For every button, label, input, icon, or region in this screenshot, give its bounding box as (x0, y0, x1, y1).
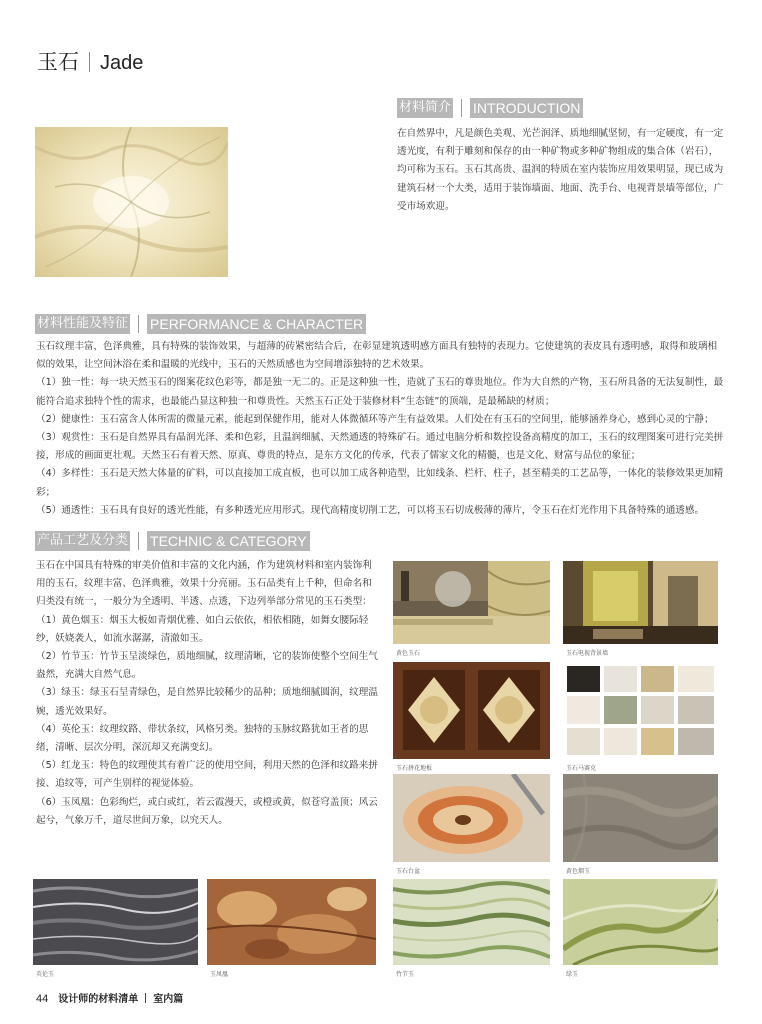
intro-heading (397, 98, 583, 118)
basin-photo (393, 774, 550, 862)
photo-caption: 玉石台盆 (396, 868, 421, 875)
intro-text (397, 125, 725, 216)
technic-paragraph: （2）竹节玉：竹节玉呈淡绿色，质地细腻，纹理清晰，它的装饰使整个空间生气盎然，充满大自然气息。 (36, 651, 378, 681)
parquet-photo (393, 662, 550, 759)
yellow-jade-photo (393, 561, 550, 644)
intro-heading-en: INTRODUCTION (470, 98, 583, 118)
performance-paragraph: （4）多样性：玉石是天然大体量的矿料，可以直接加工成直板，也可以加工成各种造型，比如线条、栏杆、柱子，甚至精美的工艺品等，一体化的装修效果更加精彩； (36, 468, 724, 498)
book-volume: 室内篇 (153, 994, 184, 1005)
technic-heading-zh: 产品工艺及分类 (35, 531, 130, 551)
bamboo-jade-swatch (393, 879, 550, 965)
page-title-en: Jade (100, 52, 144, 74)
book-title: 设计师的材料清单 (58, 994, 139, 1005)
mosaic-photo (563, 662, 718, 759)
performance-paragraph: （3）观赏性：玉石是自然界具有晶润光泽、柔和色彩，且温润细腻、天然通透的特殊矿石。通过电脑分析和数控设备高精度的加工，玉石的纹理图案可进行完美拼接，形成的画面更壮观。天然玉石有着天然、原真、尊贵的特点，是东方文化的传承，代表了儒家文化的精髓，也是文化、财富与品位的象征； (36, 432, 724, 462)
jade-slab-image (35, 127, 228, 277)
photo-caption: 黄色烟玉 (566, 868, 591, 875)
heading-divider (461, 99, 462, 117)
page-title-zh: 玉石 (37, 50, 79, 74)
intro-paragraph: 在自然界中，凡是颜色美观、光芒润泽、质地细腻坚韧，有一定硬度，有一定透光度，有利于雕刻和保存的由一种矿物或多种矿物组成的集合体（岩石），均可称为玉石。玉石其高贵、温润的特质在室内装饰应用效果明显，现已成为建筑石材一个大类，适用于装饰墙面、地面、洗手台、电视背景墙等部位，广受市场欢迎。 (397, 128, 724, 212)
photo-caption: 玉凤凰 (210, 971, 229, 978)
photo-caption: 绿玉 (566, 971, 579, 978)
heading-divider (138, 315, 139, 333)
performance-text (36, 338, 726, 520)
performance-paragraph: 玉石纹理丰富，色泽典雅，具有特殊的装饰效果，与超薄的砖紧密结合后，在彰显建筑透明感方面具有独特的表现力。它使建筑的表皮具有透明感，取得和玻璃相似的效果，让空间沐浴在柔和温暖的光线中，玉石的天然质感也为空间增添独特的艺术效果。 (36, 341, 718, 371)
technic-paragraph: 玉石在中国具有特殊的审美价值和丰富的文化内涵，作为建筑材料和室内装饰利用的玉石，纹理丰富、色泽典雅，效果十分亮丽。玉石品类有上千种，但命名和归类没有统一，一般分为全透明、半透、点透，下边列举部分常见的玉石类型： (36, 560, 372, 608)
page-title (37, 46, 143, 76)
smoke-jade-photo (563, 774, 718, 862)
technic-paragraph: （6）玉凤凰：色彩绚烂，或白或红，若云霞漫天，或橙或黄，似苍穹盖顶；风云起兮，气象万千，道尽世间万象，以究天人。 (36, 796, 378, 826)
photo-caption: 黄色玉石 (396, 650, 421, 657)
performance-paragraph: （5）通透性：玉石具有良好的透光性能，有多种透光应用形式。现代高精度切削工艺，可以将玉石切成极薄的薄片，令玉石在灯光作用下具备特殊的通透感。 (36, 504, 705, 516)
title-divider (89, 52, 90, 72)
intro-heading-zh: 材料简介 (397, 98, 453, 118)
footer-divider (145, 993, 146, 1003)
page-number: 44 (36, 993, 49, 1005)
phoenix-jade-swatch (207, 879, 376, 965)
british-jade-swatch (33, 879, 198, 965)
photo-caption: 玉石拼花地板 (396, 765, 433, 772)
green-jade-swatch (563, 879, 718, 965)
technic-paragraph: （5）红龙玉：特色的纹理使其有着广泛的使用空间，利用天然的色泽和纹路来拼接、追纹等，可产生别样的视觉体验。 (36, 760, 378, 790)
photo-caption: 竹节玉 (396, 971, 415, 978)
photo-caption: 玉石电视背景墙 (566, 650, 609, 657)
technic-text (36, 557, 380, 830)
technic-heading (35, 531, 310, 551)
performance-heading-zh: 材料性能及特征 (35, 314, 130, 334)
technic-paragraph: （1）黄色烟玉：烟玉大板如青烟优雅、如白云依依，相依相随，如舞女腰际轻纱，妖娆袭人，如流水潺潺，清澈如玉。 (36, 614, 369, 644)
performance-paragraph: （1）独一性：每一块天然玉石的图案花纹色彩等，都是独一无二的。正是这种独一性，造就了玉石的尊贵地位。作为大自然的产物，玉石所具备的无法复制性，最能符合追求独特个性的需求，也最能凸显这种独一和尊贵性。天然玉石正处于装修材料“生态链”的顶端，是最稀缺的材质； (36, 377, 724, 407)
technic-paragraph: （3）绿玉：绿玉石呈青绿色，是自然界比较稀少的品种；质地细腻圆润，纹理温婉，透光效果好。 (36, 687, 378, 717)
tv-wall-photo (563, 561, 718, 644)
photo-caption: 英伦玉 (36, 971, 55, 978)
technic-heading-en: TECHNIC & CATEGORY (147, 531, 310, 551)
heading-divider (138, 532, 139, 550)
page-footer (36, 990, 183, 1005)
performance-paragraph: （2）健康性：玉石富含人体所需的微量元素，能起到保健作用，能对人体微循环等产生有益效果。人们处在有玉石的空间里，能够涵养身心，感到心灵的宁静； (36, 413, 714, 425)
photo-caption: 玉石马赛克 (566, 765, 597, 772)
technic-paragraph: （4）英伦玉：纹理纹路、带状条纹，风格另类。独特的玉脉纹路犹如王者的思绪，清晰、层次分明，深沉却又充满变幻。 (36, 723, 369, 754)
performance-heading (35, 314, 366, 334)
performance-heading-en: PERFORMANCE & CHARACTER (147, 314, 366, 334)
